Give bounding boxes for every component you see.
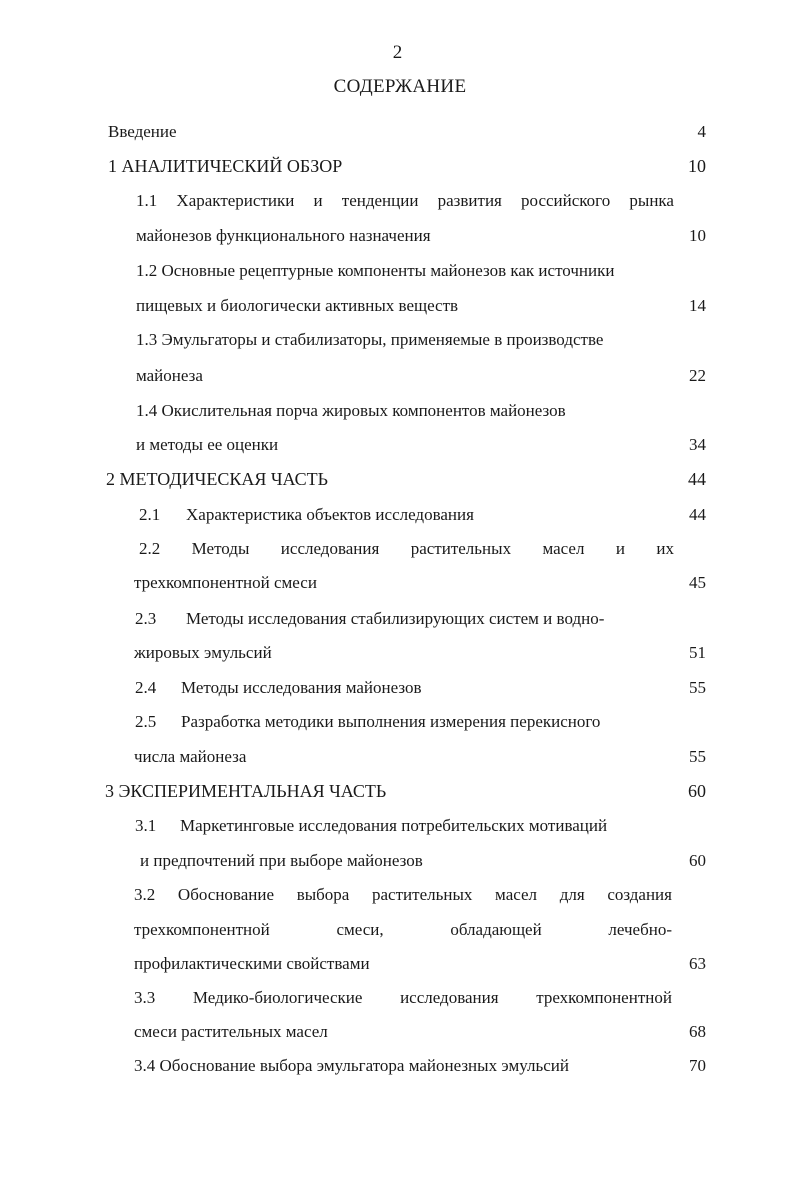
toc-entry-2-3: 2.3 Методы исследования стабилизирующих систем и водно-	[135, 609, 605, 628]
toc-entry-intro	[0, 122, 795, 146]
toc-entry-3-2-cont2: профилактическими свойствами 63	[134, 954, 706, 973]
toc-section-3	[0, 781, 795, 805]
toc-line: 3.2 Обоснование выбора растительных масел для создания	[134, 885, 672, 904]
toc-label: 2 МЕТОДИЧЕСКАЯ ЧАСТЬ	[106, 469, 328, 489]
toc-label: 1 АНАЛИТИЧЕСКИЙ ОБЗОР	[108, 156, 343, 176]
toc-label: 3 ЭКСПЕРИМЕНТАЛЬНАЯ ЧАСТЬ	[105, 781, 387, 801]
toc-entry-3-1-cont: и предпочтений при выборе майонезов 60	[140, 851, 706, 870]
toc-entry-2-4: 2.4 Методы исследования майонезов 55	[135, 678, 706, 697]
toc-line: 2.2 Методы исследования растительных масел и их	[139, 539, 674, 558]
toc-page: 45	[689, 573, 706, 592]
toc-line: 3.3 Медико-биологические исследования трехкомпонентной	[134, 988, 672, 1007]
toc-entry-1-1	[0, 191, 795, 215]
toc-page: 44	[688, 469, 706, 489]
toc-entry-1-4: 1.4 Окислительная порча жировых компонентов майонезов	[136, 401, 566, 420]
toc-entry-2-2	[0, 539, 795, 563]
toc-entry-2-1: 2.1 Характеристика объектов исследования 44	[139, 505, 706, 524]
page-number: 2	[392, 42, 403, 63]
toc-page: 51	[689, 643, 706, 662]
toc-entry-3-3-cont: смеси растительных масел 68	[134, 1022, 706, 1041]
toc-page: 4	[697, 122, 706, 141]
toc-page: 44	[689, 505, 706, 524]
toc-section-2	[0, 469, 795, 493]
toc-entry-2-5-cont: числа майонеза 55	[134, 747, 706, 766]
toc-entry-1-1-cont: майонезов функционального назначения 10	[136, 226, 706, 245]
toc-label: Введение	[108, 122, 177, 141]
toc-entry-3-4: 3.4 Обоснование выбора эмульгатора майонезных эмульсий 70	[134, 1056, 706, 1075]
toc-page: 14	[689, 296, 706, 315]
toc-page: 22	[689, 366, 706, 385]
toc-page: 34	[689, 435, 706, 454]
toc-page: 10	[688, 156, 706, 176]
toc-entry-2-5: 2.5 Разработка методики выполнения измерения перекисного	[135, 712, 601, 731]
toc-line: трехкомпонентной смеси, обладающей лечебно-	[134, 920, 672, 939]
toc-entry-3-1: 3.1 Маркетинговые исследования потребительских мотиваций	[135, 816, 608, 835]
toc-line: 1.1 Характеристики и тенденции развития российского рынка	[136, 191, 674, 210]
toc-entry-1-4-cont: и методы ее оценки 34	[136, 435, 706, 454]
toc-section-1	[0, 156, 795, 180]
toc-entry-2-3-cont: жировых эмульсий 51	[134, 643, 706, 662]
toc-entry-1-3: 1.3 Эмульгаторы и стабилизаторы, применяемые в производстве	[136, 330, 604, 349]
toc-page: 68	[689, 1022, 706, 1041]
page-title: СОДЕРЖАНИЕ	[333, 76, 467, 97]
toc-entry-1-2: 1.2 Основные рецептурные компоненты майонезов как источники	[136, 261, 615, 280]
toc-entry-1-2-cont: пищевых и биологически активных веществ 14	[136, 296, 706, 315]
toc-page: 63	[689, 954, 706, 973]
toc-page: 55	[689, 747, 706, 766]
toc-entry-3-3	[0, 988, 795, 1012]
toc-page: 70	[689, 1056, 706, 1075]
toc-page: 60	[689, 851, 706, 870]
toc-entry-1-3-cont: майонеза 22	[136, 366, 706, 385]
toc-page: 10	[689, 226, 706, 245]
toc-page: 60	[688, 781, 706, 801]
toc-entry-3-2-cont	[0, 920, 795, 944]
toc-page: 55	[689, 678, 706, 697]
toc-entry-3-2	[0, 885, 795, 909]
toc-entry-2-2-cont: трехкомпонентной смеси 45	[134, 573, 706, 592]
